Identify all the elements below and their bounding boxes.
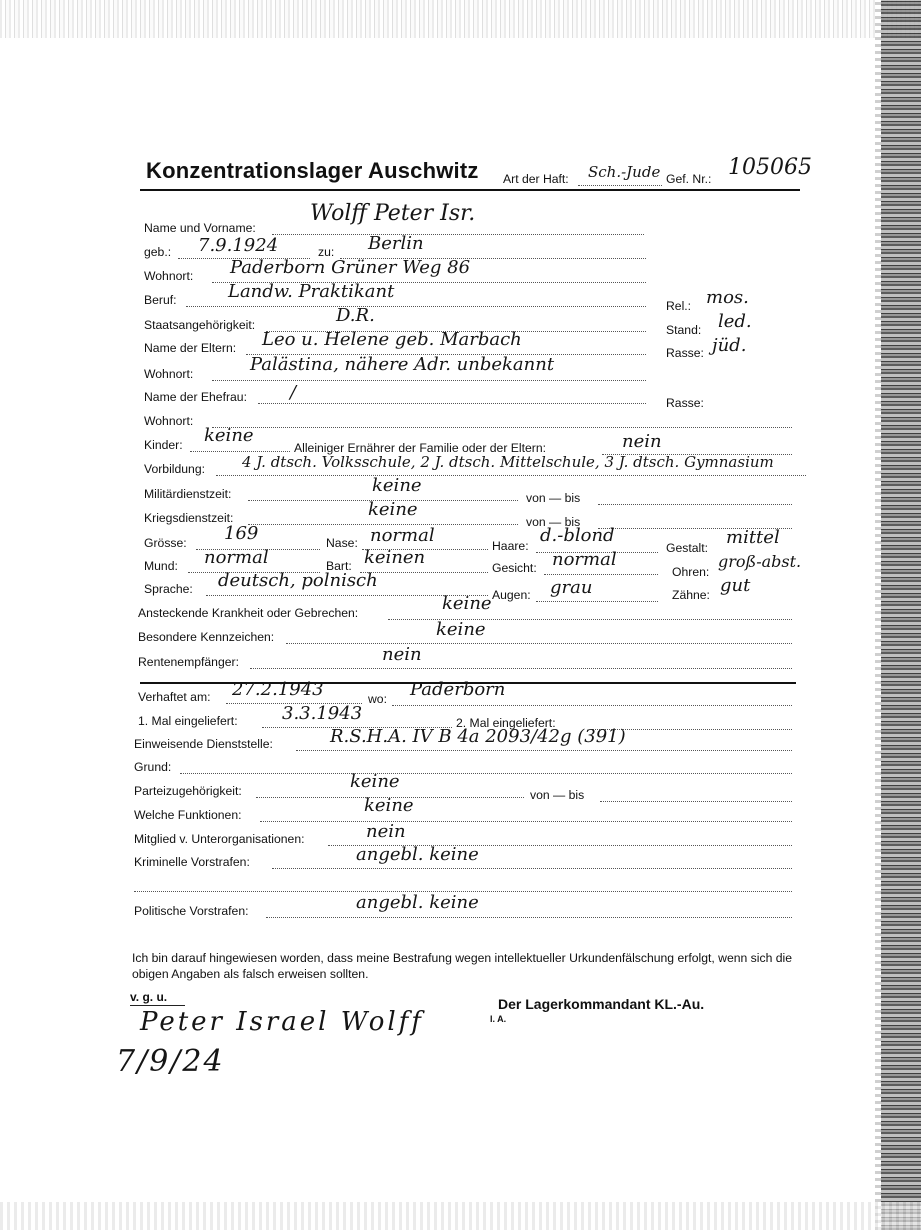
ernaehrer-value: nein — [622, 431, 662, 452]
beruf-value: Landw. Praktikant — [228, 281, 395, 302]
dotted-line — [272, 233, 644, 235]
dotted-line — [272, 867, 792, 869]
dotted-line — [212, 379, 646, 381]
signature-date: 7/9/24 — [116, 1044, 225, 1079]
zaehne-label: Zähne: — [672, 588, 710, 602]
krankheit-value: keine — [442, 593, 492, 614]
kennzeichen-label: Besondere Kennzeichen: — [138, 630, 275, 644]
name-label: Name und Vorname: — [144, 221, 256, 235]
rel-value: mos. — [706, 287, 749, 308]
dotted-line — [598, 503, 792, 505]
dotted-line — [258, 402, 646, 404]
stand-label: Stand: — [666, 323, 702, 337]
dotted-line — [216, 474, 806, 476]
groesse-label: Grösse: — [144, 536, 187, 550]
augen-value: grau — [550, 577, 593, 598]
dotted-line — [544, 573, 658, 575]
dotted-line — [600, 800, 792, 802]
bart-label: Bart: — [326, 559, 352, 573]
partei-label: Parteizugehörigkeit: — [134, 784, 242, 798]
dotted-line — [392, 704, 792, 706]
grund-label: Grund: — [134, 760, 172, 774]
ehefrau-value: / — [290, 382, 297, 403]
mal2-label: 2. Mal eingeliefert: — [456, 716, 556, 730]
haare-label: Haare: — [492, 539, 529, 553]
wohnort-label: Wohnort: — [144, 269, 194, 283]
von-bis-1: von — bis — [526, 491, 581, 505]
mitglied-value: nein — [366, 821, 406, 842]
mund-label: Mund: — [144, 559, 178, 573]
politisch-value: angebl. keine — [356, 892, 479, 913]
mal1-label: 1. Mal eingeliefert: — [138, 714, 238, 728]
gestalt-value: mittel — [726, 527, 780, 548]
dotted-line — [212, 426, 792, 428]
wo-value: Paderborn — [410, 679, 506, 700]
zu-value: Berlin — [368, 233, 424, 254]
funktionen-label: Welche Funktionen: — [134, 808, 242, 822]
kinder-value: keine — [204, 425, 254, 446]
dotted-line — [536, 600, 658, 602]
kriegs-value: keine — [368, 499, 418, 520]
dotted-line — [296, 749, 792, 751]
politisch-label: Politische Vorstrafen: — [134, 904, 249, 918]
dotted-line — [260, 820, 792, 822]
kriegs-label: Kriegsdienstzeit: — [144, 511, 234, 525]
gestalt-label: Gestalt: — [666, 541, 708, 555]
mal1-value: 3.3.1943 — [282, 703, 363, 724]
ohren-label: Ohren: — [672, 565, 710, 579]
vorbildung-label: Vorbildung: — [144, 462, 205, 476]
rente-value: nein — [382, 644, 422, 665]
wohnort2-label: Wohnort: — [144, 367, 194, 381]
geb-value: 7.9.1924 — [198, 235, 279, 256]
dotted-line — [578, 184, 662, 186]
dotted-line — [186, 305, 646, 307]
kriminell-value: angebl. keine — [356, 844, 479, 865]
art-der-haft-label: Art der Haft: — [503, 172, 569, 186]
nase-label: Nase: — [326, 536, 358, 550]
dotted-line — [286, 642, 792, 644]
mund-value: normal — [204, 547, 269, 568]
form-title: Konzentrationslager Auschwitz — [146, 158, 479, 183]
vgu-label: v. g. u. — [130, 990, 168, 1004]
rel-label: Rel.: — [666, 299, 692, 313]
groesse-value: 169 — [224, 523, 259, 544]
wo-label: wo: — [368, 692, 387, 706]
rasse2-label: Rasse: — [666, 396, 704, 410]
beruf-label: Beruf: — [144, 293, 177, 307]
krankheit-label: Ansteckende Krankheit oder Gebrechen: — [138, 606, 359, 620]
haare-value: d.-blond — [540, 525, 615, 546]
staats-label: Staatsangehörigkeit: — [144, 318, 256, 332]
sprache-label: Sprache: — [144, 582, 193, 596]
zu-label: zu: — [318, 245, 335, 259]
stand-value: led. — [718, 311, 752, 332]
augen-label: Augen: — [492, 588, 531, 602]
gesicht-label: Gesicht: — [492, 561, 537, 575]
kinder-label: Kinder: — [144, 438, 183, 452]
commandant-label: Der Lagerkommandant KL.-Au. — [498, 996, 705, 1012]
kriminell-label: Kriminelle Vorstrafen: — [134, 855, 250, 869]
verhaftet-value: 27.2.1943 — [232, 679, 324, 700]
staats-value: D.R. — [336, 305, 375, 326]
partei-value: keine — [350, 771, 400, 792]
dienststelle-label: Einweisende Dienststelle: — [134, 737, 273, 751]
nase-value: normal — [370, 525, 435, 546]
ehefrau-label: Name der Ehefrau: — [144, 390, 247, 404]
von-bis-3: von — bis — [530, 788, 585, 802]
dotted-line — [266, 916, 792, 918]
declaration-text: Ich bin darauf hingewiesen worden, dass meine Bestrafung wegen intellektueller Urkundenfälschung erfolgt, wenn sich die obigen Angaben als falsch erweisen sollten. — [132, 951, 792, 981]
eltern-value: Leo u. Helene geb. Marbach — [262, 329, 522, 350]
rasse-label: Rasse: — [666, 346, 704, 360]
wohnort-value: Paderborn Grüner Weg 86 — [230, 257, 471, 278]
rente-label: Rentenempfänger: — [138, 655, 239, 669]
von-bis-2: von — bis — [526, 515, 581, 529]
art-der-haft-value: Sch.-Jude — [588, 163, 661, 181]
vgu-underline — [130, 1005, 185, 1006]
wohnort3-label: Wohnort: — [144, 414, 194, 428]
ia-label: I. A. — [490, 1014, 507, 1024]
rasse-value: jüd. — [712, 335, 747, 356]
header-rule — [140, 189, 800, 191]
wohnort2-value: Palästina, nähere Adr. unbekannt — [250, 354, 555, 375]
gef-nr-label: Gef. Nr.: — [666, 172, 712, 186]
gef-nr-value: 105065 — [728, 155, 812, 180]
eltern-label: Name der Eltern: — [144, 341, 237, 355]
bart-value: keinen — [364, 547, 426, 568]
mitglied-label: Mitglied v. Unterorganisationen: — [134, 832, 305, 846]
dotted-line — [360, 571, 488, 573]
prisoner-signature: Peter Israel Wolff — [140, 1007, 424, 1037]
militaer-value: keine — [372, 475, 422, 496]
name-value: Wolff Peter Isr. — [310, 201, 476, 226]
ernaehrer-label: Alleiniger Ernährer der Familie oder der Eltern: — [294, 441, 546, 455]
dienststelle-value: R.S.H.A. IV B 4a 2093/42g (391) — [330, 726, 626, 747]
militaer-label: Militärdienstzeit: — [144, 487, 232, 501]
zaehne-value: gut — [720, 575, 751, 596]
verhaftet-label: Verhaftet am: — [138, 690, 211, 704]
vorbildung-value: 4 J. dtsch. Volksschule, 2 J. dtsch. Mittelschule, 3 J. dtsch. Gymnasium — [242, 453, 774, 471]
sprache-value: deutsch, polnisch — [218, 570, 378, 591]
ohren-value: groß-abst. — [718, 552, 802, 571]
dotted-line — [250, 667, 792, 669]
kennzeichen-value: keine — [436, 619, 486, 640]
gesicht-value: normal — [552, 549, 617, 570]
geb-label: geb.: — [144, 245, 172, 259]
funktionen-value: keine — [364, 795, 414, 816]
dotted-line — [180, 772, 792, 774]
